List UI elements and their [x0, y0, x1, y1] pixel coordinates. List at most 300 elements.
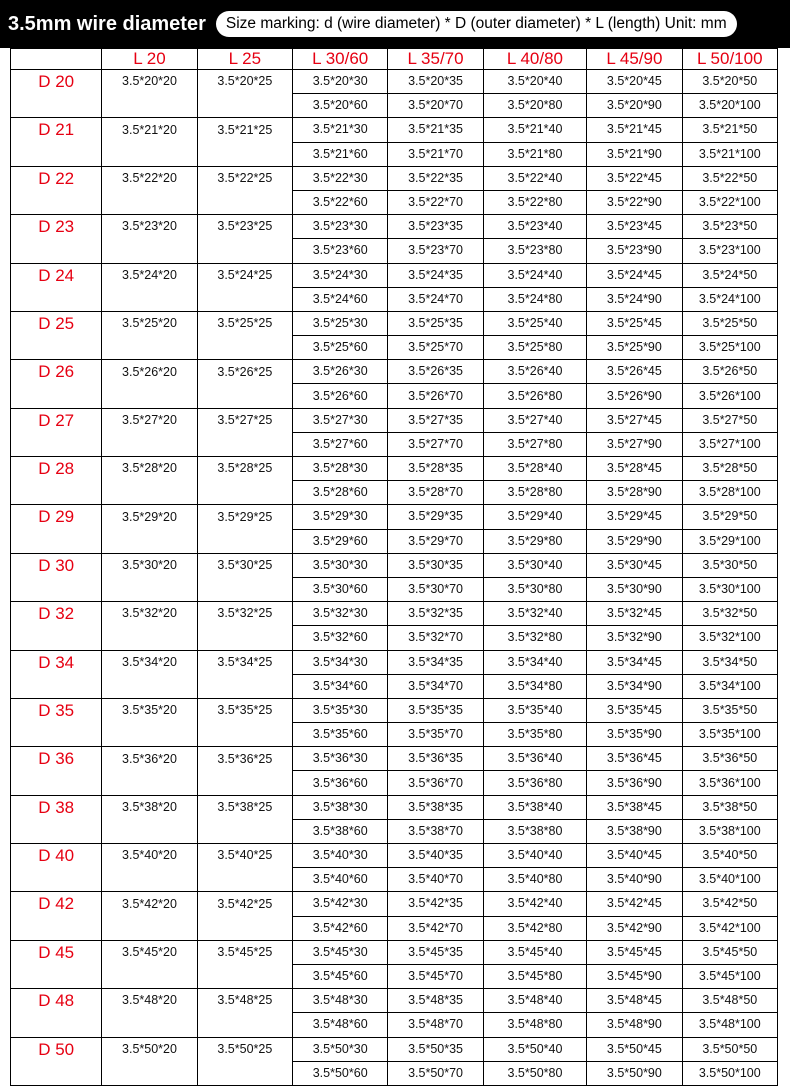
- size-cell: 3.5*28*70: [388, 481, 483, 505]
- empty-cell: [197, 94, 292, 118]
- size-cell: 3.5*21*90: [587, 142, 682, 166]
- table-row: [11, 1013, 778, 1037]
- empty-cell: [102, 1061, 197, 1085]
- outer-diameter-label: D 29: [11, 505, 102, 553]
- column-header: L 25: [197, 49, 292, 70]
- size-cell: 3.5*21*80: [483, 142, 586, 166]
- table-row: [11, 311, 778, 335]
- column-header: [11, 49, 102, 70]
- size-cell: 3.5*21*30: [293, 118, 388, 142]
- size-cell: 3.5*23*60: [293, 239, 388, 263]
- table-row: [11, 432, 778, 456]
- size-table-container: [10, 48, 778, 1086]
- table-row: [11, 819, 778, 843]
- size-cell: 3.5*26*100: [682, 384, 777, 408]
- size-cell: 3.5*48*30: [293, 989, 388, 1013]
- size-cell: 3.5*34*25: [197, 650, 292, 674]
- outer-diameter-label: D 42: [11, 892, 102, 940]
- column-header: L 35/70: [388, 49, 483, 70]
- empty-cell: [102, 626, 197, 650]
- size-cell: 3.5*27*80: [483, 432, 586, 456]
- empty-cell: [102, 674, 197, 698]
- size-cell: 3.5*28*60: [293, 481, 388, 505]
- empty-cell: [197, 1061, 292, 1085]
- table-row: [11, 723, 778, 747]
- empty-cell: [197, 771, 292, 795]
- size-cell: 3.5*38*100: [682, 819, 777, 843]
- table-row: [11, 142, 778, 166]
- size-cell: 3.5*21*100: [682, 142, 777, 166]
- empty-cell: [197, 916, 292, 940]
- size-cell: 3.5*25*80: [483, 336, 586, 360]
- size-cell: 3.5*42*20: [102, 892, 197, 916]
- size-cell: 3.5*28*100: [682, 481, 777, 505]
- size-cell: 3.5*45*70: [388, 964, 483, 988]
- size-cell: 3.5*48*45: [587, 989, 682, 1013]
- size-cell: 3.5*32*45: [587, 602, 682, 626]
- empty-cell: [197, 819, 292, 843]
- size-cell: 3.5*20*45: [587, 70, 682, 94]
- size-cell: 3.5*27*40: [483, 408, 586, 432]
- size-cell: 3.5*36*100: [682, 771, 777, 795]
- size-cell: 3.5*50*70: [388, 1061, 483, 1085]
- size-cell: 3.5*25*30: [293, 311, 388, 335]
- table-row: [11, 892, 778, 916]
- size-cell: 3.5*50*90: [587, 1061, 682, 1085]
- size-cell: 3.5*40*80: [483, 868, 586, 892]
- column-header: L 50/100: [682, 49, 777, 70]
- table-row: [11, 70, 778, 94]
- size-cell: 3.5*23*80: [483, 239, 586, 263]
- size-cell: 3.5*38*25: [197, 795, 292, 819]
- outer-diameter-label: D 34: [11, 650, 102, 698]
- size-cell: 3.5*27*20: [102, 408, 197, 432]
- size-cell: 3.5*50*60: [293, 1061, 388, 1085]
- size-cell: 3.5*25*25: [197, 311, 292, 335]
- size-cell: 3.5*27*60: [293, 432, 388, 456]
- size-cell: 3.5*48*100: [682, 1013, 777, 1037]
- size-cell: 3.5*50*40: [483, 1037, 586, 1061]
- empty-cell: [102, 239, 197, 263]
- empty-cell: [197, 142, 292, 166]
- size-cell: 3.5*20*30: [293, 70, 388, 94]
- size-cell: 3.5*24*80: [483, 287, 586, 311]
- size-cell: 3.5*36*20: [102, 747, 197, 771]
- outer-diameter-label: D 28: [11, 457, 102, 505]
- size-cell: 3.5*45*80: [483, 964, 586, 988]
- table-row: [11, 916, 778, 940]
- size-cell: 3.5*50*80: [483, 1061, 586, 1085]
- size-cell: 3.5*45*30: [293, 940, 388, 964]
- table-row: [11, 553, 778, 577]
- empty-cell: [102, 94, 197, 118]
- size-cell: 3.5*23*90: [587, 239, 682, 263]
- empty-cell: [102, 529, 197, 553]
- size-cell: 3.5*34*80: [483, 674, 586, 698]
- table-row: [11, 457, 778, 481]
- size-cell: 3.5*32*60: [293, 626, 388, 650]
- size-cell: 3.5*21*45: [587, 118, 682, 142]
- size-cell: 3.5*32*20: [102, 602, 197, 626]
- table-row: [11, 481, 778, 505]
- size-cell: 3.5*20*70: [388, 94, 483, 118]
- size-cell: 3.5*21*35: [388, 118, 483, 142]
- size-cell: 3.5*24*20: [102, 263, 197, 287]
- size-cell: 3.5*30*70: [388, 577, 483, 601]
- size-cell: 3.5*35*60: [293, 723, 388, 747]
- size-cell: 3.5*50*25: [197, 1037, 292, 1061]
- table-row: [11, 505, 778, 529]
- size-cell: 3.5*22*100: [682, 190, 777, 214]
- size-cell: 3.5*36*45: [587, 747, 682, 771]
- table-row: [11, 360, 778, 384]
- empty-cell: [197, 190, 292, 214]
- size-cell: 3.5*30*50: [682, 553, 777, 577]
- table-row: [11, 336, 778, 360]
- size-cell: 3.5*48*80: [483, 1013, 586, 1037]
- size-cell: 3.5*38*60: [293, 819, 388, 843]
- size-cell: 3.5*32*50: [682, 602, 777, 626]
- size-cell: 3.5*21*20: [102, 118, 197, 142]
- size-cell: 3.5*26*20: [102, 360, 197, 384]
- size-cell: 3.5*38*70: [388, 819, 483, 843]
- size-cell: 3.5*50*20: [102, 1037, 197, 1061]
- table-row: [11, 747, 778, 771]
- size-cell: 3.5*45*25: [197, 940, 292, 964]
- size-cell: 3.5*35*35: [388, 698, 483, 722]
- size-cell: 3.5*26*50: [682, 360, 777, 384]
- table-row: [11, 239, 778, 263]
- size-cell: 3.5*26*35: [388, 360, 483, 384]
- size-cell: 3.5*38*20: [102, 795, 197, 819]
- size-cell: 3.5*20*80: [483, 94, 586, 118]
- size-cell: 3.5*42*80: [483, 916, 586, 940]
- empty-cell: [197, 336, 292, 360]
- size-cell: 3.5*27*30: [293, 408, 388, 432]
- size-cell: 3.5*32*70: [388, 626, 483, 650]
- outer-diameter-label: D 23: [11, 215, 102, 263]
- size-cell: 3.5*38*40: [483, 795, 586, 819]
- table-row: [11, 868, 778, 892]
- size-cell: 3.5*28*20: [102, 457, 197, 481]
- size-cell: 3.5*22*70: [388, 190, 483, 214]
- size-cell: 3.5*25*90: [587, 336, 682, 360]
- size-cell: 3.5*24*45: [587, 263, 682, 287]
- outer-diameter-label: D 25: [11, 311, 102, 359]
- size-cell: 3.5*24*50: [682, 263, 777, 287]
- size-cell: 3.5*40*70: [388, 868, 483, 892]
- size-cell: 3.5*25*70: [388, 336, 483, 360]
- outer-diameter-label: D 27: [11, 408, 102, 456]
- outer-diameter-label: D 21: [11, 118, 102, 166]
- size-cell: 3.5*24*35: [388, 263, 483, 287]
- empty-cell: [102, 819, 197, 843]
- outer-diameter-label: D 26: [11, 360, 102, 408]
- size-cell: 3.5*32*40: [483, 602, 586, 626]
- size-cell: 3.5*35*25: [197, 698, 292, 722]
- table-row: [11, 650, 778, 674]
- size-cell: 3.5*36*80: [483, 771, 586, 795]
- size-cell: 3.5*42*70: [388, 916, 483, 940]
- size-cell: 3.5*45*90: [587, 964, 682, 988]
- empty-cell: [197, 287, 292, 311]
- size-cell: 3.5*26*30: [293, 360, 388, 384]
- size-cell: 3.5*24*70: [388, 287, 483, 311]
- size-cell: 3.5*28*30: [293, 457, 388, 481]
- table-row: [11, 674, 778, 698]
- size-cell: 3.5*32*35: [388, 602, 483, 626]
- table-row: [11, 1061, 778, 1085]
- size-cell: 3.5*34*60: [293, 674, 388, 698]
- size-cell: 3.5*30*40: [483, 553, 586, 577]
- size-cell: 3.5*22*60: [293, 190, 388, 214]
- table-row: [11, 577, 778, 601]
- size-cell: 3.5*24*40: [483, 263, 586, 287]
- size-cell: 3.5*30*45: [587, 553, 682, 577]
- size-cell: 3.5*35*40: [483, 698, 586, 722]
- size-cell: 3.5*42*45: [587, 892, 682, 916]
- outer-diameter-label: D 20: [11, 70, 102, 118]
- size-cell: 3.5*45*40: [483, 940, 586, 964]
- size-cell: 3.5*35*80: [483, 723, 586, 747]
- outer-diameter-label: D 32: [11, 602, 102, 650]
- outer-diameter-label: D 38: [11, 795, 102, 843]
- empty-cell: [102, 142, 197, 166]
- size-cell: 3.5*38*35: [388, 795, 483, 819]
- size-cell: 3.5*24*25: [197, 263, 292, 287]
- size-cell: 3.5*34*100: [682, 674, 777, 698]
- size-cell: 3.5*22*35: [388, 166, 483, 190]
- size-cell: 3.5*26*40: [483, 360, 586, 384]
- size-cell: 3.5*25*60: [293, 336, 388, 360]
- size-cell: 3.5*25*45: [587, 311, 682, 335]
- size-cell: 3.5*20*35: [388, 70, 483, 94]
- size-cell: 3.5*30*60: [293, 577, 388, 601]
- size-cell: 3.5*42*25: [197, 892, 292, 916]
- outer-diameter-label: D 35: [11, 698, 102, 746]
- outer-diameter-label: D 45: [11, 940, 102, 988]
- size-cell: 3.5*36*30: [293, 747, 388, 771]
- size-cell: 3.5*25*40: [483, 311, 586, 335]
- size-cell: 3.5*35*70: [388, 723, 483, 747]
- outer-diameter-label: D 22: [11, 166, 102, 214]
- size-cell: 3.5*20*25: [197, 70, 292, 94]
- size-cell: 3.5*36*40: [483, 747, 586, 771]
- size-cell: 3.5*45*60: [293, 964, 388, 988]
- table-row: [11, 602, 778, 626]
- size-cell: 3.5*29*70: [388, 529, 483, 553]
- empty-cell: [102, 868, 197, 892]
- size-cell: 3.5*21*50: [682, 118, 777, 142]
- size-cell: 3.5*21*40: [483, 118, 586, 142]
- size-cell: 3.5*28*80: [483, 481, 586, 505]
- size-cell: 3.5*23*100: [682, 239, 777, 263]
- table-row: [11, 287, 778, 311]
- size-cell: 3.5*26*90: [587, 384, 682, 408]
- size-cell: 3.5*40*40: [483, 844, 586, 868]
- size-cell: 3.5*38*45: [587, 795, 682, 819]
- size-cell: 3.5*48*25: [197, 989, 292, 1013]
- size-table-body: [11, 70, 778, 1086]
- size-cell: 3.5*29*50: [682, 505, 777, 529]
- size-cell: 3.5*30*25: [197, 553, 292, 577]
- size-cell: 3.5*22*20: [102, 166, 197, 190]
- size-table: [10, 48, 778, 1086]
- size-cell: 3.5*27*25: [197, 408, 292, 432]
- size-cell: 3.5*34*70: [388, 674, 483, 698]
- size-cell: 3.5*38*30: [293, 795, 388, 819]
- table-row: [11, 844, 778, 868]
- size-cell: 3.5*29*80: [483, 529, 586, 553]
- size-cell: 3.5*48*20: [102, 989, 197, 1013]
- size-cell: 3.5*42*60: [293, 916, 388, 940]
- size-cell: 3.5*22*25: [197, 166, 292, 190]
- size-cell: 3.5*30*100: [682, 577, 777, 601]
- size-cell: 3.5*45*20: [102, 940, 197, 964]
- size-cell: 3.5*36*50: [682, 747, 777, 771]
- size-cell: 3.5*24*60: [293, 287, 388, 311]
- size-cell: 3.5*32*90: [587, 626, 682, 650]
- size-cell: 3.5*50*30: [293, 1037, 388, 1061]
- size-cell: 3.5*29*35: [388, 505, 483, 529]
- empty-cell: [102, 916, 197, 940]
- size-cell: 3.5*38*90: [587, 819, 682, 843]
- size-cell: 3.5*29*60: [293, 529, 388, 553]
- size-cell: 3.5*23*50: [682, 215, 777, 239]
- size-cell: 3.5*22*30: [293, 166, 388, 190]
- size-cell: 3.5*29*30: [293, 505, 388, 529]
- size-cell: 3.5*34*45: [587, 650, 682, 674]
- size-cell: 3.5*20*60: [293, 94, 388, 118]
- size-cell: 3.5*42*100: [682, 916, 777, 940]
- size-cell: 3.5*48*50: [682, 989, 777, 1013]
- size-cell: 3.5*40*25: [197, 844, 292, 868]
- table-row: [11, 215, 778, 239]
- size-cell: 3.5*45*35: [388, 940, 483, 964]
- size-cell: 3.5*21*60: [293, 142, 388, 166]
- size-cell: 3.5*36*60: [293, 771, 388, 795]
- size-cell: 3.5*35*45: [587, 698, 682, 722]
- size-cell: 3.5*50*45: [587, 1037, 682, 1061]
- size-cell: 3.5*26*70: [388, 384, 483, 408]
- size-cell: 3.5*28*40: [483, 457, 586, 481]
- header-row: [11, 49, 778, 70]
- size-cell: 3.5*45*100: [682, 964, 777, 988]
- size-cell: 3.5*21*25: [197, 118, 292, 142]
- outer-diameter-label: D 48: [11, 989, 102, 1037]
- size-cell: 3.5*27*90: [587, 432, 682, 456]
- size-cell: 3.5*30*80: [483, 577, 586, 601]
- size-cell: 3.5*23*45: [587, 215, 682, 239]
- size-cell: 3.5*22*40: [483, 166, 586, 190]
- size-cell: 3.5*22*50: [682, 166, 777, 190]
- size-cell: 3.5*34*20: [102, 650, 197, 674]
- size-cell: 3.5*42*50: [682, 892, 777, 916]
- size-cell: 3.5*36*25: [197, 747, 292, 771]
- size-cell: 3.5*21*70: [388, 142, 483, 166]
- empty-cell: [102, 577, 197, 601]
- size-cell: 3.5*42*30: [293, 892, 388, 916]
- page-header: [0, 0, 790, 48]
- size-cell: 3.5*29*100: [682, 529, 777, 553]
- size-cell: 3.5*34*90: [587, 674, 682, 698]
- size-cell: 3.5*29*20: [102, 505, 197, 529]
- size-cell: 3.5*29*40: [483, 505, 586, 529]
- size-cell: 3.5*40*90: [587, 868, 682, 892]
- size-cell: 3.5*30*90: [587, 577, 682, 601]
- empty-cell: [197, 723, 292, 747]
- size-cell: 3.5*25*35: [388, 311, 483, 335]
- empty-cell: [197, 432, 292, 456]
- size-cell: 3.5*24*100: [682, 287, 777, 311]
- empty-cell: [197, 964, 292, 988]
- size-cell: 3.5*40*35: [388, 844, 483, 868]
- size-cell: 3.5*38*50: [682, 795, 777, 819]
- size-marking-note: Size marking: d (wire diameter) * D (outer diameter) * L (length) Unit: mm: [216, 11, 737, 37]
- size-cell: 3.5*20*90: [587, 94, 682, 118]
- size-cell: 3.5*48*40: [483, 989, 586, 1013]
- size-cell: 3.5*32*30: [293, 602, 388, 626]
- empty-cell: [197, 674, 292, 698]
- size-cell: 3.5*40*50: [682, 844, 777, 868]
- table-row: [11, 1037, 778, 1061]
- size-cell: 3.5*29*45: [587, 505, 682, 529]
- size-cell: 3.5*34*35: [388, 650, 483, 674]
- size-cell: 3.5*34*40: [483, 650, 586, 674]
- empty-cell: [102, 1013, 197, 1037]
- size-cell: 3.5*23*25: [197, 215, 292, 239]
- size-cell: 3.5*48*90: [587, 1013, 682, 1037]
- size-cell: 3.5*34*50: [682, 650, 777, 674]
- outer-diameter-label: D 30: [11, 553, 102, 601]
- size-cell: 3.5*35*30: [293, 698, 388, 722]
- size-cell: 3.5*28*45: [587, 457, 682, 481]
- size-cell: 3.5*22*90: [587, 190, 682, 214]
- size-cell: 3.5*23*20: [102, 215, 197, 239]
- outer-diameter-label: D 40: [11, 844, 102, 892]
- size-cell: 3.5*36*90: [587, 771, 682, 795]
- empty-cell: [102, 384, 197, 408]
- size-cell: 3.5*42*35: [388, 892, 483, 916]
- empty-cell: [102, 287, 197, 311]
- empty-cell: [197, 481, 292, 505]
- size-cell: 3.5*27*45: [587, 408, 682, 432]
- size-cell: 3.5*48*35: [388, 989, 483, 1013]
- size-cell: 3.5*25*20: [102, 311, 197, 335]
- size-cell: 3.5*30*20: [102, 553, 197, 577]
- empty-cell: [197, 239, 292, 263]
- outer-diameter-label: D 36: [11, 747, 102, 795]
- size-cell: 3.5*20*100: [682, 94, 777, 118]
- table-row: [11, 384, 778, 408]
- size-cell: 3.5*40*60: [293, 868, 388, 892]
- size-cell: 3.5*24*90: [587, 287, 682, 311]
- empty-cell: [197, 868, 292, 892]
- size-cell: 3.5*29*25: [197, 505, 292, 529]
- size-cell: 3.5*32*100: [682, 626, 777, 650]
- empty-cell: [197, 529, 292, 553]
- size-cell: 3.5*27*35: [388, 408, 483, 432]
- table-row: [11, 771, 778, 795]
- size-cell: 3.5*35*100: [682, 723, 777, 747]
- empty-cell: [197, 1013, 292, 1037]
- size-cell: 3.5*42*90: [587, 916, 682, 940]
- size-cell: 3.5*27*50: [682, 408, 777, 432]
- empty-cell: [102, 964, 197, 988]
- size-cell: 3.5*48*70: [388, 1013, 483, 1037]
- table-row: [11, 166, 778, 190]
- column-header: L 30/60: [293, 49, 388, 70]
